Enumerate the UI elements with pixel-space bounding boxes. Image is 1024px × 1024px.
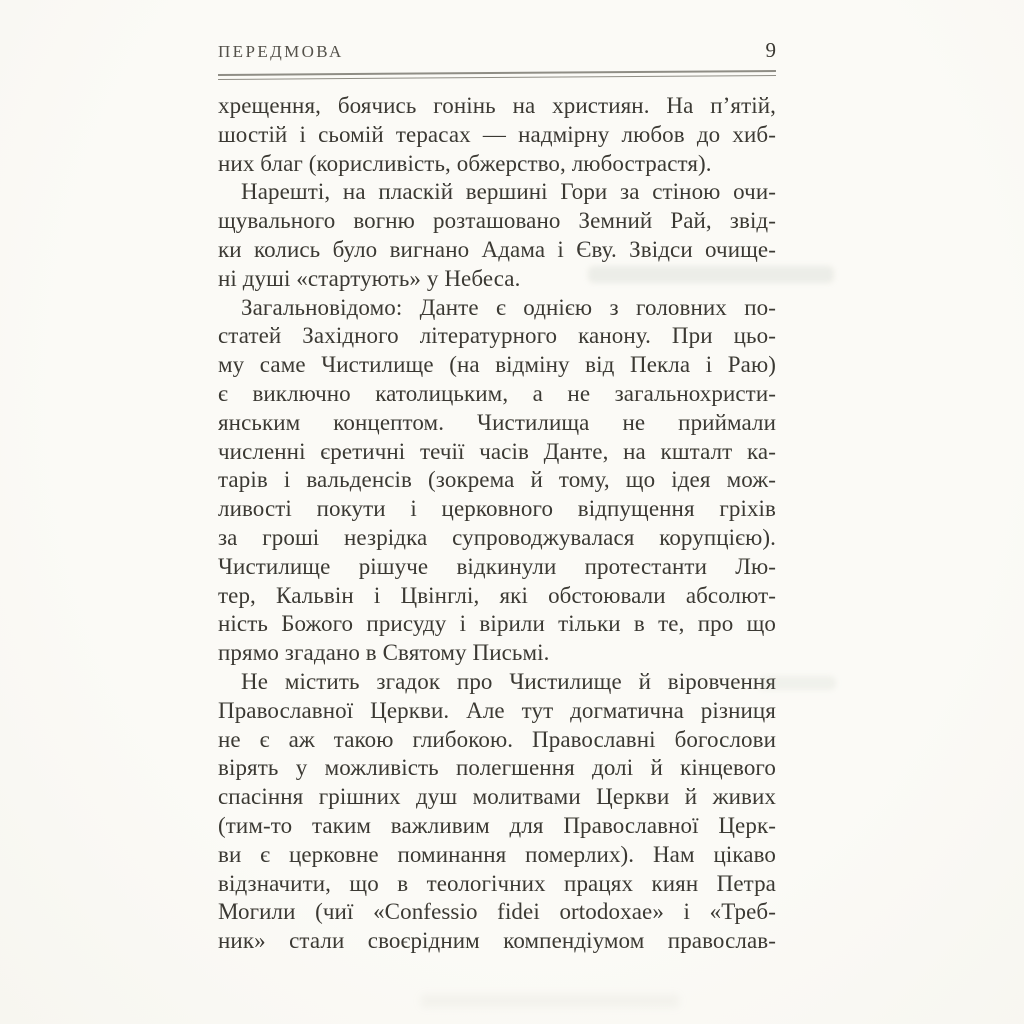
- text-line: шостій і сьомій терасах — надмірну любов до хиб-: [218, 121, 776, 147]
- text-line: статей Західного літературного канону. При цьо-: [218, 323, 776, 349]
- header-rule: [218, 70, 776, 80]
- text-line: Не містить згадок про Чистилище й віровчення: [241, 668, 776, 694]
- text-line: тарів і вальденсів (зокрема й тому, що ідея мож-: [218, 467, 776, 493]
- text-line: ливості покути і церковного відпущення гріхів: [218, 496, 776, 522]
- text-line: Чистилище рішуче відкинули протестанти Лю-: [218, 553, 776, 579]
- running-header: ПЕРЕДМОВА: [218, 42, 344, 61]
- text-line: Православної Церкви. Але тут догматична різниця: [218, 697, 776, 723]
- page-number: 9: [765, 38, 776, 62]
- text-line: є виключно католицьким, а не загальнохристи-: [218, 380, 776, 406]
- text-line: Нарешті, на пласкій вершині Гори за стіною очи-: [241, 179, 776, 205]
- text-line: (тим-то таким важливим для Православної Церк-: [218, 812, 776, 838]
- text-line: численні єретичні течії часів Данте, на кшталт ка-: [218, 438, 776, 464]
- text-line: за гроші незрідка супроводжувалася корупцією).: [218, 524, 776, 550]
- text-line: хрещення, боячись гонінь на християн. На п’ятій,: [218, 93, 776, 118]
- text-line: них благ (корисливість, обжерство, любострастя).: [218, 150, 712, 176]
- text-line: янським концептом. Чистилища не приймали: [218, 409, 776, 435]
- text-line: не є аж такою глибокою. Православні богослови: [218, 726, 776, 752]
- text-line: ви є церковне поминання померлих). Нам цікаво: [218, 841, 776, 867]
- text-line: вірять у можливість полегшення долі й кінцевого: [218, 755, 776, 781]
- text-line: тер, Кальвін і Цвінглі, які обстоювали абсолют-: [218, 582, 776, 608]
- paragraph: [218, 92, 776, 178]
- page-header: [218, 38, 776, 63]
- paragraph: [218, 668, 776, 956]
- text-line: Загальновідомо: Данте є однією з головних по-: [241, 294, 776, 320]
- text-line: ки колись було вигнано Адама і Єву. Звідси очище-: [218, 236, 776, 262]
- paragraph: [218, 178, 776, 293]
- body-text: [218, 92, 776, 956]
- text-line: прямо згадано в Святому Письмі.: [218, 640, 550, 666]
- scan-smudge: [420, 994, 680, 1008]
- text-line: ні душі «стартують» у Небеса.: [218, 265, 521, 291]
- text-line: Могили (чиї «Confessio fidei ortodoxae» і «Треб-: [218, 899, 776, 925]
- text-line: ність Божого присуду і вірили тільки в те, про що: [218, 611, 776, 637]
- text-line: му саме Чистилище (на відміну від Пекла і Раю): [218, 352, 776, 378]
- text-line: відзначити, що в теологічних працях киян Петра: [218, 870, 776, 896]
- paragraph: [218, 294, 776, 668]
- text-line: щувального вогню розташовано Земний Рай, звід-: [218, 208, 776, 234]
- text-line: спасіння грішних душ молитвами Церкви й живих: [218, 784, 776, 810]
- text-line: ник» стали своєрідним компендіумом православ-: [218, 928, 776, 954]
